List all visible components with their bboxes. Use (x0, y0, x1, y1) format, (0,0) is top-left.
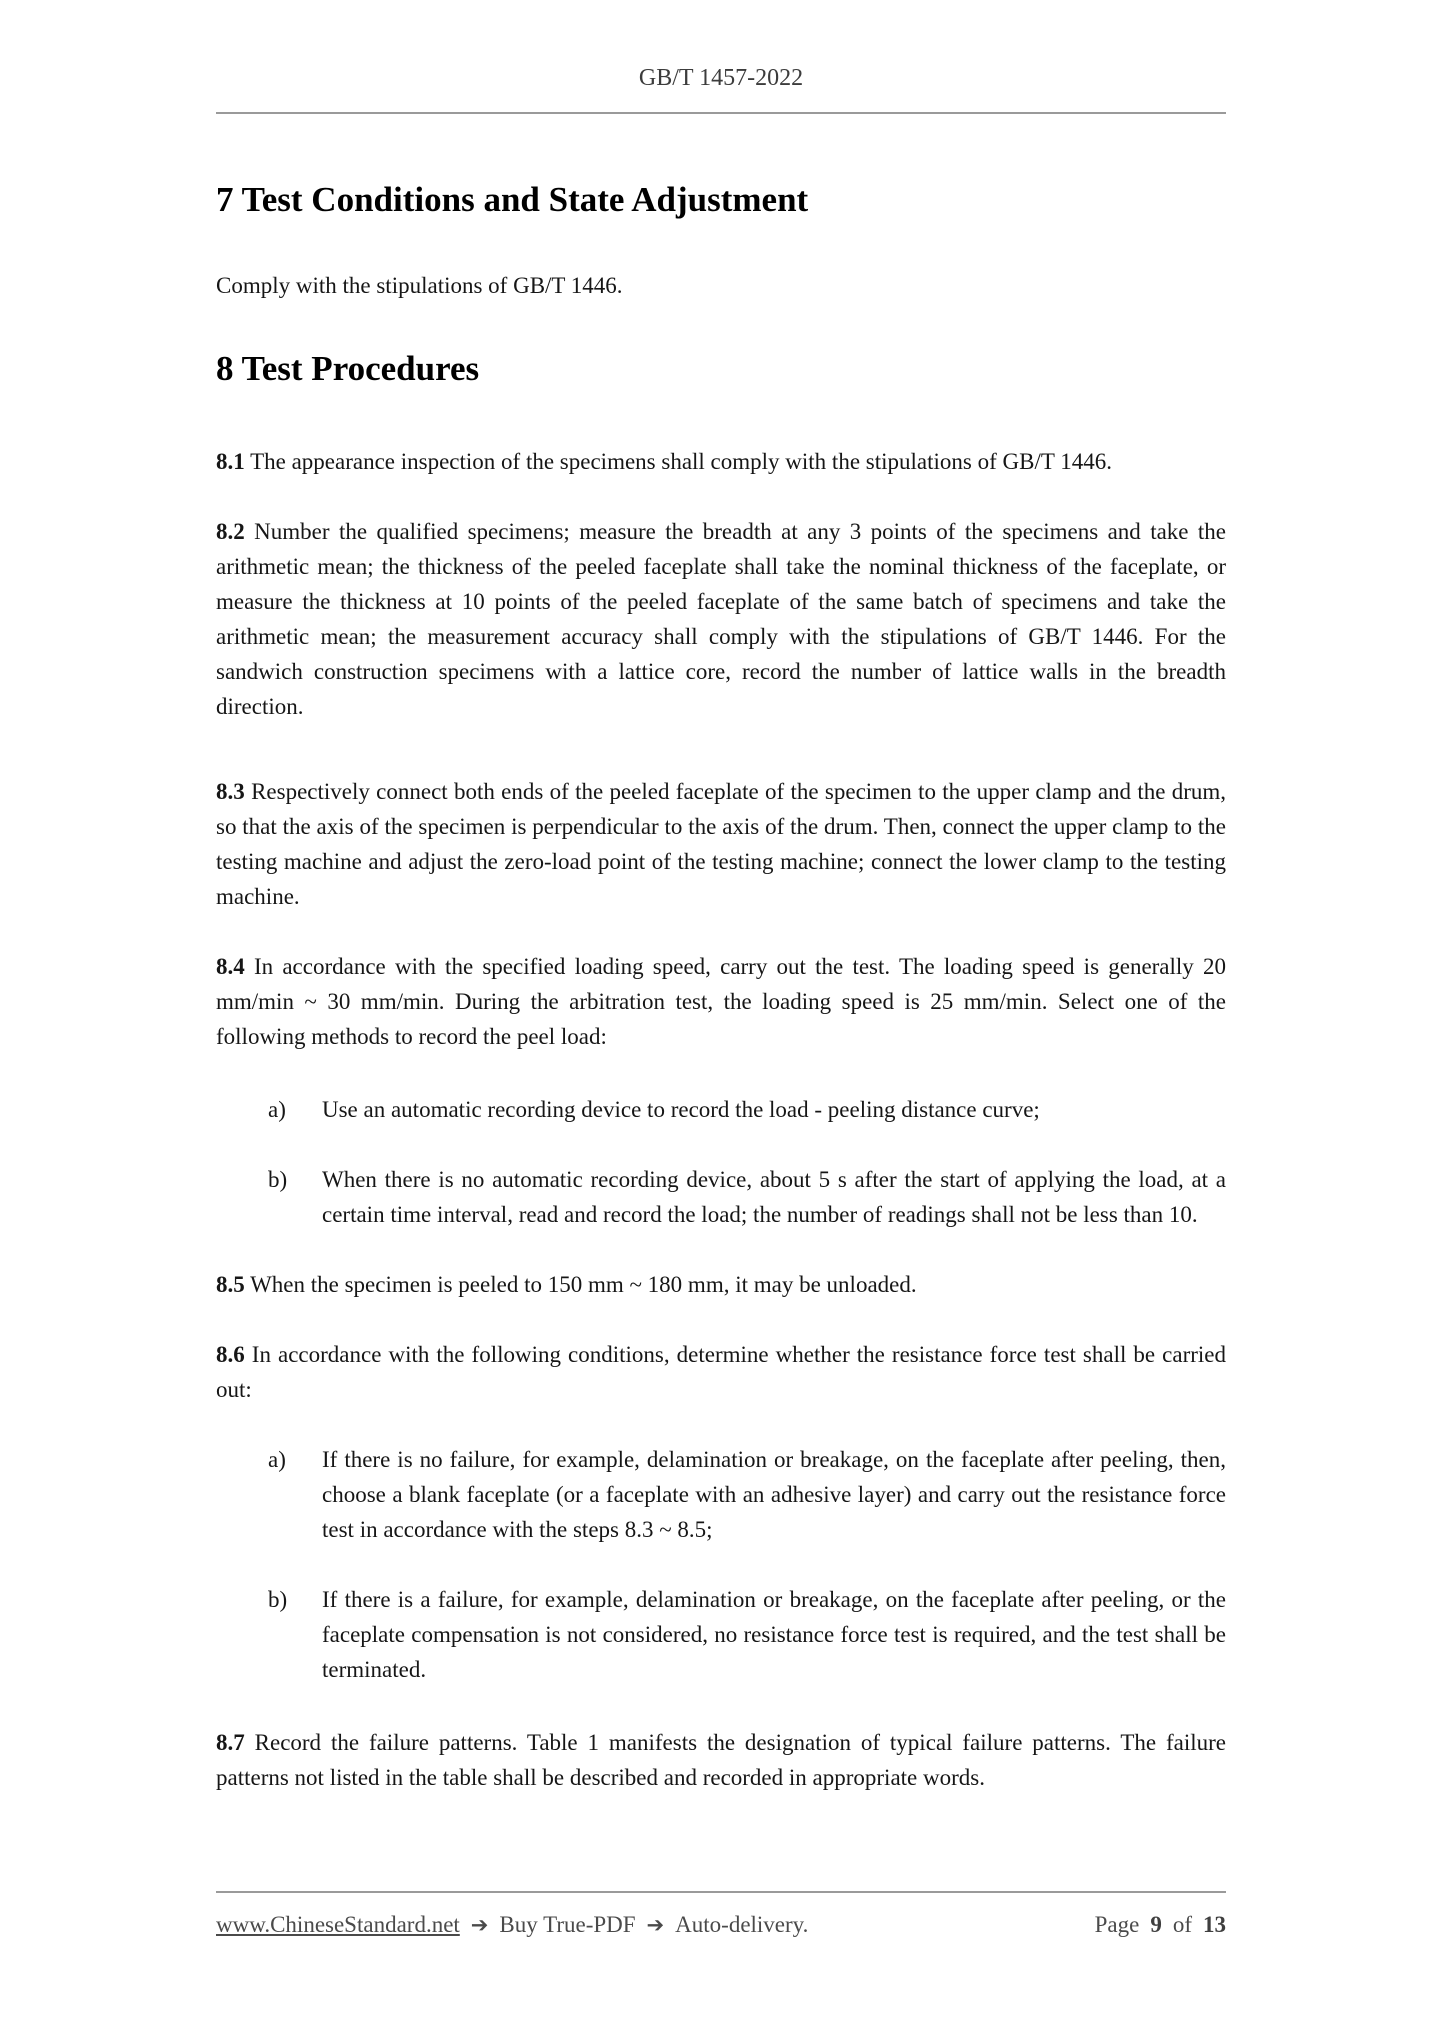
section-7-heading: 7 Test Conditions and State Adjustment (216, 180, 809, 219)
clause-8-2-number: 8.2 (216, 519, 245, 544)
of-label: of (1172, 1912, 1192, 1937)
list-marker-b: b) (268, 1167, 288, 1192)
arrow-right-icon: ➔ (470, 1913, 489, 1937)
list-item-8-6-a (216, 1442, 1226, 1547)
clause-8-7-number: 8.7 (216, 1730, 245, 1755)
section-7-paragraph: Comply with the stipulations of GB/T 1446. (216, 273, 623, 298)
footer-buy-label: Buy True-PDF (499, 1912, 636, 1937)
clause-8-3-text: Respectively connect both ends of the peeled faceplate of the specimen to the upper clamp and the drum, so that the axis of the specimen is perpendicular to the axis of the drum. Then, connect the upper clamp to the testing machine and adjust the zero-load point of the testing machine; connect the lower clamp to the testing machine. (216, 779, 1227, 909)
clause-8-4 (216, 949, 1226, 1054)
page-content (216, 0, 1226, 1795)
list-item-8-6-a-text: If there is no failure, for example, delamination or breakage, on the faceplate after peeling, then, choose a blank faceplate (or a faceplate with an adhesive layer) and carry out the resistance force test in accordance with the steps 8.3 ~ 8.5; (322, 1447, 1226, 1542)
chinesestandard-link[interactable]: www.ChineseStandard.net (216, 1912, 460, 1937)
clause-8-5 (216, 1267, 1226, 1302)
arrow-right-icon: ➔ (646, 1913, 665, 1937)
page-indicator (1095, 1909, 1226, 1941)
clause-8-2 (216, 514, 1226, 724)
clause-8-1 (216, 444, 1226, 479)
list-marker-a: a) (268, 1097, 286, 1122)
clause-8-1-number: 8.1 (216, 449, 245, 474)
clause-8-3 (216, 774, 1226, 914)
clause-8-6 (216, 1337, 1226, 1407)
clause-8-7 (216, 1725, 1226, 1795)
clause-8-6-text: In accordance with the following conditions, determine whether the resistance force test shall be carried out: (216, 1342, 1226, 1402)
page-total: 13 (1203, 1912, 1226, 1937)
clause-8-7-text: Record the failure patterns. Table 1 manifests the designation of typical failure patterns. The failure patterns not listed in the table shall be described and recorded in appropriate words. (216, 1730, 1226, 1790)
clause-8-4-text: In accordance with the specified loading speed, carry out the test. The loading speed is generally 20 mm/min ~ 30 mm/min. During the arbitration test, the loading speed is 25 mm/min. Select one of the following methods to record the peel load: (216, 954, 1227, 1049)
clause-8-1-text: The appearance inspection of the specimens shall comply with the stipulations of GB/T 1446. (250, 449, 1112, 474)
list-item-8-6-b-text: If there is a failure, for example, delamination or breakage, on the faceplate after peeling, or the faceplate compensation is not considered, no resistance force test is required, and the test shall be terminated. (322, 1587, 1226, 1682)
clause-8-5-number: 8.5 (216, 1272, 245, 1297)
list-item-8-4-b (216, 1162, 1226, 1232)
footer-delivery-label: Auto-delivery. (675, 1912, 809, 1937)
section-8-heading: 8 Test Procedures (216, 349, 480, 388)
standard-number: GB/T 1457-2022 (638, 65, 804, 91)
list-marker-a: a) (268, 1447, 286, 1472)
header-rule (216, 112, 1226, 114)
list-item-8-4-a-text: Use an automatic recording device to record the load - peeling distance curve; (322, 1097, 1040, 1122)
clause-8-5-text: When the specimen is peeled to 150 mm ~ 180 mm, it may be unloaded. (250, 1272, 917, 1297)
list-item-8-4-a (216, 1092, 1226, 1127)
list-item-8-6-b (216, 1582, 1226, 1687)
footer-rule (216, 1891, 1226, 1893)
clause-8-4-number: 8.4 (216, 954, 245, 979)
clause-8-2-text: Number the qualified specimens; measure the breadth at any 3 points of the specimens and take the arithmetic mean; the thickness of the peeled faceplate shall take the nominal thickness of the faceplate, or measure the thickness at 10 points of the peeled faceplate of the same batch of specimens and take the arithmetic mean; the measurement accuracy shall comply with the stipulations of GB/T 1446. For the sandwich construction specimens with a lattice core, record the number of lattice walls in the breadth direction. (216, 519, 1227, 719)
clause-8-3-number: 8.3 (216, 779, 245, 804)
page-label: Page (1094, 1912, 1140, 1937)
footer-left (216, 1909, 808, 1941)
list-item-8-4-b-text: When there is no automatic recording device, about 5 s after the start of applying the load, at a certain time interval, read and record the load; the number of readings shall not be less than 10. (322, 1167, 1226, 1227)
page-footer (216, 1891, 1226, 1941)
clause-8-6-number: 8.6 (216, 1342, 245, 1367)
list-marker-b: b) (268, 1587, 288, 1612)
page-current: 9 (1150, 1912, 1162, 1937)
